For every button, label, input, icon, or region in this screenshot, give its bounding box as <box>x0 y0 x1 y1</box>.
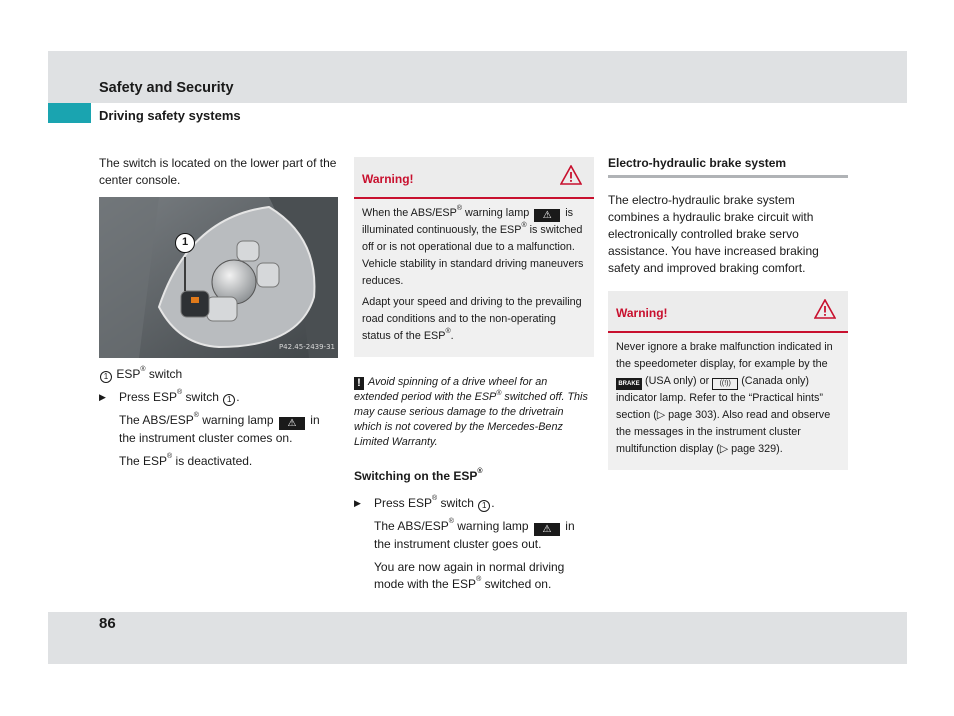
step-text-mid: switch <box>182 390 223 404</box>
intro-text: The switch is located on the lower part of the center console. <box>99 156 337 187</box>
warning-label: Warning! <box>616 306 668 320</box>
step-text-end: . <box>491 496 495 510</box>
column-left <box>99 155 339 476</box>
warning-text: Never ignore a brake malfunction indicated in the speedometer display, for example by the <box>616 341 833 370</box>
registered-mark: ® <box>456 205 462 212</box>
registered-mark: ® <box>177 389 183 396</box>
warning-triangle-icon <box>814 299 836 324</box>
step-text: Press ESP <box>374 496 433 510</box>
warning-text: ). <box>776 443 783 455</box>
note-icon: ! <box>354 377 364 390</box>
result-text: The ABS/ESP <box>374 519 449 533</box>
warning-text: Adapt your speed and driving to the prevailing road conditions and to the non-operating status of the ESP <box>362 296 582 342</box>
page-reference-link[interactable]: ▷ page 329 <box>719 443 777 455</box>
warning-paragraph-2 <box>362 294 586 345</box>
warning-header <box>608 291 848 333</box>
registered-mark: ® <box>140 366 146 373</box>
warning-paragraph <box>616 339 840 458</box>
result-text-mid: warning lamp <box>198 413 277 427</box>
warning-text: ). Also read and observe the messages in the instrument cluster multifunction display ( <box>616 409 831 455</box>
warning-body <box>608 333 848 470</box>
warning-header <box>354 157 594 199</box>
registered-mark: ® <box>496 390 502 397</box>
legend-item <box>99 366 339 383</box>
legend-text-suffix: switch <box>145 367 183 381</box>
column-right <box>608 155 848 482</box>
registered-mark: ® <box>445 328 451 335</box>
page-number: 86 <box>99 615 116 632</box>
brake-lamp-icon: BRAKE <box>616 378 642 390</box>
step-switch-number: 1 <box>478 500 490 512</box>
result-text: The ABS/ESP <box>119 413 194 427</box>
warning-text: . <box>450 330 454 342</box>
warning-paragraph-1 <box>362 205 586 290</box>
registered-mark: ® <box>193 412 199 419</box>
section-title: Safety and Security <box>99 80 234 96</box>
warning-text: is switched off or is not operational due to a malfunction. Vehicle stability in standard driving maneuvers reduces. <box>362 224 584 287</box>
step-text: Press ESP <box>119 390 178 404</box>
esp-switch-photo <box>99 197 338 358</box>
warning-text: (USA only) or <box>642 375 713 387</box>
warning-lamp-icon: ⚠ <box>279 417 305 430</box>
step-switch-number: 1 <box>223 394 235 406</box>
warning-label: Warning! <box>362 172 414 186</box>
result-lamp-on <box>99 412 339 447</box>
step-press-esp <box>99 389 339 406</box>
bullet-icon: ▶ <box>354 498 361 508</box>
brake-system-body: The electro-hydraulic brake system combines a hydraulic brake circuit with electronically controlled brake servo assistance. You have increased braking safety and improved braking comfort. <box>608 193 819 275</box>
legend-text: ESP <box>116 367 141 381</box>
warning-lamp-icon: ⚠ <box>534 523 560 536</box>
heading-switching-on <box>354 468 594 485</box>
registered-mark: ® <box>448 518 454 525</box>
note-text: Avoid spinning of a drive wheel for an extended period with the ESP <box>354 376 548 403</box>
bullet-icon: ▶ <box>99 392 106 402</box>
step-text-end: . <box>236 390 240 404</box>
warning-lamp-icon: ⚠ <box>534 209 560 222</box>
column-middle <box>354 157 594 599</box>
warning-body <box>354 199 594 357</box>
heading-brake-system: Electro-hydraulic brake system <box>608 155 848 178</box>
registered-mark: ® <box>521 222 527 229</box>
result-normal-mode <box>354 559 594 593</box>
brake-canada-lamp-icon: ((!)) <box>712 378 738 390</box>
warning-text: When the ABS/ESP <box>362 207 457 219</box>
result-text-mid: warning lamp <box>453 519 532 533</box>
warning-text: warning lamp <box>462 207 533 219</box>
result-text: The ESP <box>119 454 168 468</box>
warning-box-esp <box>354 157 594 357</box>
result-text-end: is deactivated. <box>172 454 253 468</box>
result-esp-deactivated <box>99 453 339 470</box>
registered-mark: ® <box>477 468 483 475</box>
warning-text: is illuminated continuously, the ESP <box>362 207 574 236</box>
result-lamp-off <box>354 518 594 553</box>
result-text-end: in the instrument cluster comes on. <box>119 413 320 445</box>
section-tab-marker <box>48 103 91 123</box>
subsection-title: Driving safety systems <box>99 108 241 123</box>
registered-mark: ® <box>167 453 173 460</box>
note-spinning <box>354 375 594 450</box>
registered-mark: ® <box>476 576 482 583</box>
result-text: You are now again in normal driving mode with the ESP <box>374 560 565 591</box>
footer-band <box>48 612 907 664</box>
registered-mark: ® <box>432 495 438 502</box>
result-text-end: in the instrument cluster goes out. <box>374 519 575 551</box>
warning-triangle-icon <box>560 165 582 190</box>
warning-box-brake <box>608 291 848 470</box>
step-press-esp <box>354 495 594 512</box>
page-reference-link[interactable]: ▷ page 303 <box>656 409 714 421</box>
legend-number: 1 <box>100 371 112 383</box>
step-text-mid: switch <box>437 496 478 510</box>
note-text: switched off. This may cause serious damage to the drivetrain which is not covered by the Mercedes-Benz Limited Warranty. <box>354 391 588 448</box>
result-text-end: switched on. <box>481 577 552 591</box>
photo-callout: 1 <box>175 233 195 253</box>
warning-text: (Canada only) indicator lamp. Refer to the “Practical hints” section ( <box>616 375 824 421</box>
heading-text: Switching on the ESP <box>354 469 478 483</box>
photo-code: P42.45-2439-31 <box>278 343 335 351</box>
